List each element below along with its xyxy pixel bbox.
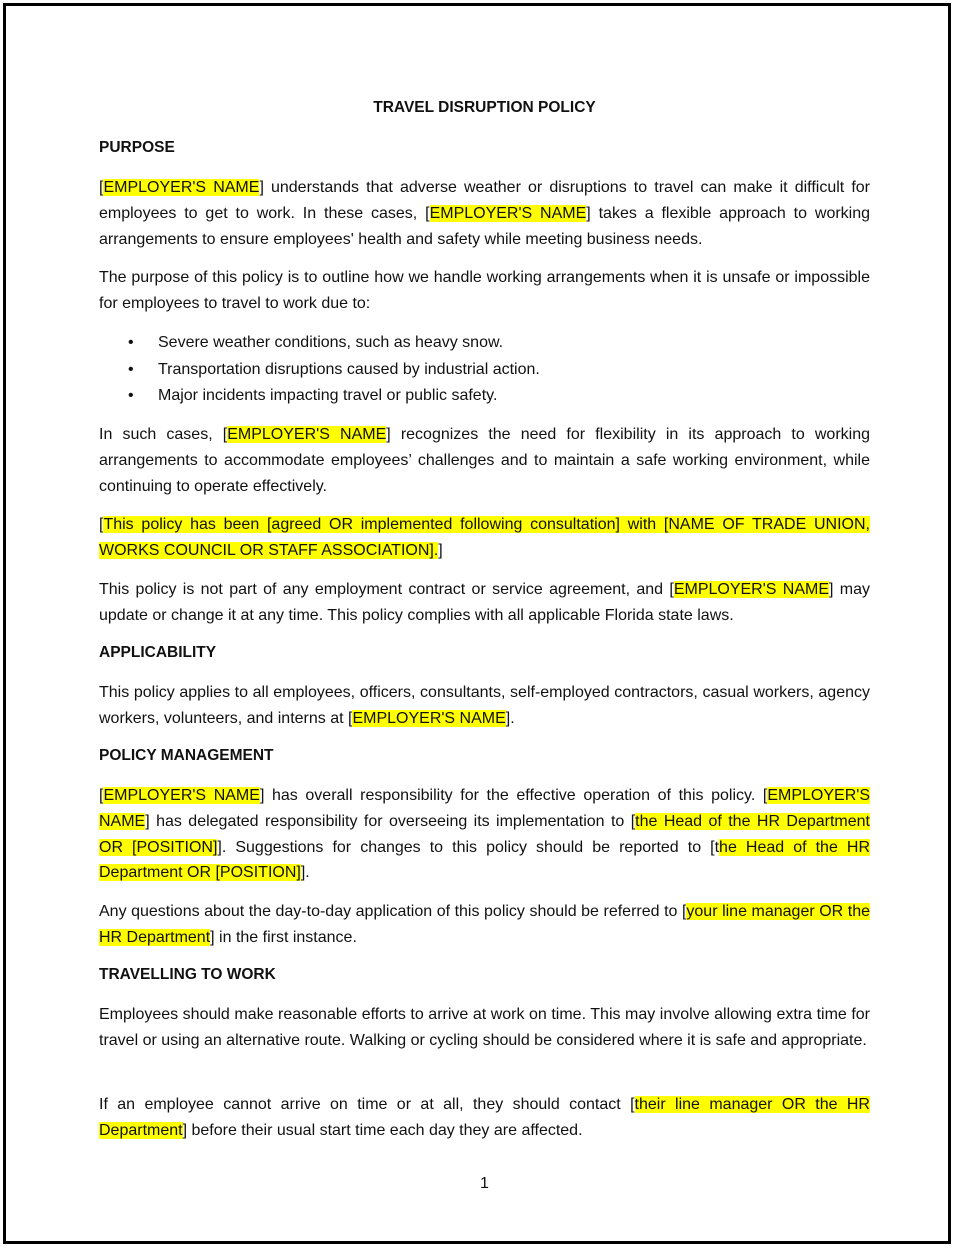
- text-run: [: [99, 787, 104, 804]
- text-run: ].: [505, 709, 515, 727]
- text-run: ] before their usual start time each day they are affected.: [182, 1121, 583, 1139]
- text-run: ] understands that adverse weather or disruptions to travel can make it difficult for employees to get to work. In these cases, [: [99, 179, 871, 222]
- purpose-paragraph-3: [99, 422, 870, 499]
- heading-purpose: PURPOSE: [99, 139, 175, 156]
- text-run: The purpose of this policy is to outline how we handle working arrangements when it is unsafe or impossible for employees to travel to work due to:: [99, 269, 870, 312]
- document-page: [3, 3, 951, 1244]
- highlighted-placeholder: EMPLOYER'S NAME: [227, 426, 387, 443]
- text-run: [: [99, 516, 104, 533]
- disruption-list: [99, 330, 870, 410]
- page-number: 1: [480, 1175, 489, 1192]
- highlighted-placeholder: the Head of the HR Department OR [POSITION]: [99, 812, 870, 856]
- highlighted-placeholder: EMPLOYER'S NAME: [103, 179, 260, 196]
- highlighted-placeholder: EMPLOYER'S NAME: [352, 709, 506, 727]
- document-title: TRAVEL DISRUPTION POLICY: [373, 99, 596, 116]
- text-run: In such cases, [: [99, 426, 228, 443]
- text-run: This policy is not part of any employment contract or service agreement, and [: [99, 581, 674, 598]
- highlighted-placeholder: their line manager OR the HR Department: [99, 1096, 870, 1139]
- list-item: • Severe weather conditions, such as heavy snow.: [99, 330, 870, 357]
- highlighted-placeholder: This policy has been [agreed OR implemented following consultation] with [NAME OF TRADE UNION, WORKS COUNCIL OR STAFF ASSOCIATION].: [99, 516, 870, 559]
- text-run: If an employee cannot arrive on time or at all, they should contact [: [99, 1096, 635, 1113]
- heading-policy-management: POLICY MANAGEMENT: [99, 747, 274, 764]
- list-item: • Transportation disruptions caused by industrial action.: [99, 357, 870, 384]
- list-item: • Major incidents impacting travel or public safety.: [99, 383, 870, 410]
- text-run: ]. Suggestions for changes to this policy should be reported to [t: [217, 838, 720, 856]
- highlighted-placeholder: EMPLOYER'S NAME: [673, 581, 829, 598]
- highlighted-placeholder: EMPLOYER'S NAME: [99, 787, 870, 830]
- text-run: ].: [300, 864, 310, 882]
- applicability-paragraph: [99, 680, 870, 732]
- text-run: [: [99, 179, 104, 196]
- text-run: ] in the first instance.: [210, 928, 357, 946]
- highlighted-placeholder: EMPLOYER'S NAME: [429, 204, 587, 222]
- text-run: ] takes a flexible approach to working arrangements to ensure employees' health and safety while meeting business needs.: [99, 204, 871, 248]
- highlighted-placeholder: he Head of the HR Department OR [POSITION]: [99, 838, 871, 882]
- policy-management-paragraph-1: [99, 783, 870, 886]
- text-run: ] may update or change it at any time. This policy complies with all applicable Florida state laws.: [99, 581, 870, 624]
- travelling-paragraph-1: [99, 1002, 870, 1054]
- purpose-paragraph-4: [99, 512, 870, 564]
- text-run: Any questions about the day-to-day application of this policy should be referred to [: [99, 903, 687, 920]
- purpose-paragraph-1: [99, 175, 870, 252]
- text-run: ] recognizes the need for flexibility in its approach to working arrangements to accommodate employees’ challenges and to maintain a safe working environment, while continuing to operate effectively.: [99, 426, 870, 495]
- heading-applicability: APPLICABILITY: [99, 644, 217, 661]
- purpose-paragraph-5: [99, 577, 870, 629]
- travelling-paragraph-2: [99, 1092, 870, 1144]
- text-run: ] has overall responsibility for the effective operation of this policy. [: [259, 787, 768, 804]
- text-run: This policy applies to all employees, officers, consultants, self-employed contractors, casual workers, agency workers, volunteers, and interns at [: [99, 684, 870, 727]
- policy-management-paragraph-2: [99, 899, 870, 951]
- heading-travelling-to-work: TRAVELLING TO WORK: [99, 966, 276, 983]
- highlighted-placeholder: EMPLOYER'S NAME: [103, 787, 260, 804]
- text-run: ] has delegated responsibility for overseeing its implementation to [: [145, 812, 636, 830]
- purpose-paragraph-2: [99, 265, 870, 317]
- text-run: Employees should make reasonable efforts to arrive at work on time. This may involve allowing extra time for travel or using an alternative route. Walking or cycling should be considered where it is safe and appropriate.: [99, 1006, 870, 1049]
- highlighted-placeholder: your line manager OR the HR Department: [99, 903, 870, 946]
- text-run: ]: [438, 541, 443, 559]
